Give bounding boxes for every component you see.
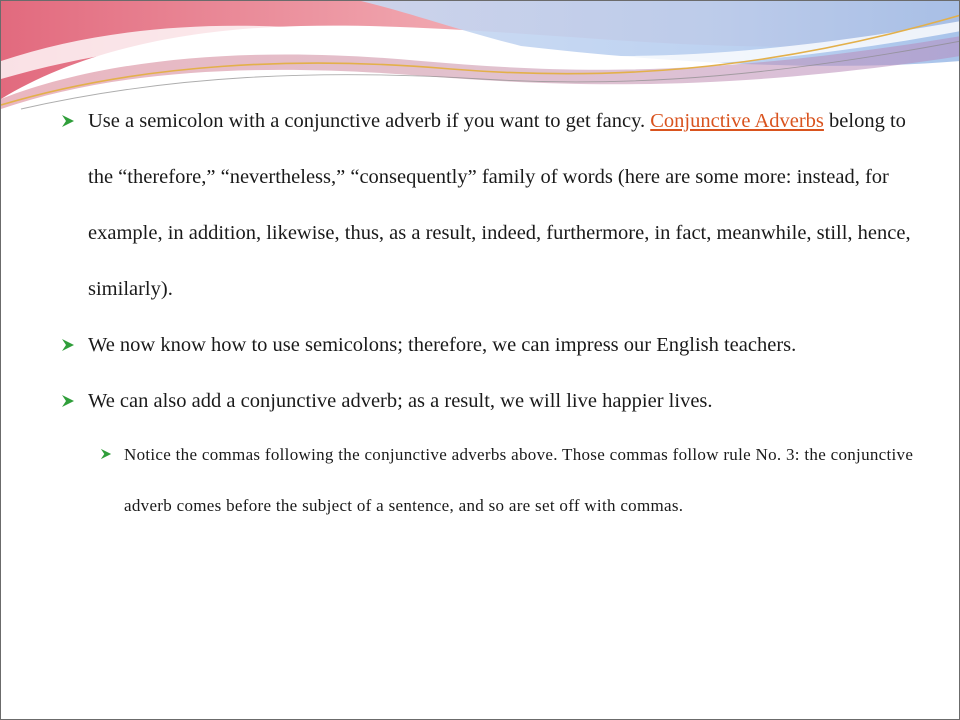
bullet-semicolon-example: [61, 317, 921, 373]
bullet-conjunctive-adverb-example: [61, 373, 921, 429]
bullet-semicolon-conjunctive-adverb: [61, 93, 921, 317]
green-arrow-bullet-icon: [61, 338, 75, 352]
slide-content: [61, 93, 921, 531]
bullet-text: We now know how to use semicolons; therefore, we can impress our English teachers.: [88, 334, 797, 356]
green-arrow-bullet-icon: [61, 114, 75, 128]
green-arrow-bullet-icon: [100, 448, 112, 460]
bullet-text-continued: belong to the “therefore,” “nevertheless,” “consequently” family of words (here are some more: instead, for example, in addition, likewise, thus, as a result, indeed, furthermore, in fact, meanwhile, still, hence, similarly).: [88, 110, 911, 300]
sub-bullet-text: Notice the commas following the conjunctive adverbs above. Those commas follow rule No. 3: the conjunctive adverb comes before the subject of a sentence, and so are set off with commas.: [124, 445, 914, 515]
conjunctive-adverbs-link[interactable]: Conjunctive Adverbs: [650, 110, 824, 132]
bullet-text: Use a semicolon with a conjunctive adverb if you want to get fancy.: [88, 110, 651, 132]
sub-bullet-comma-rule: [100, 429, 921, 531]
green-arrow-bullet-icon: [61, 394, 75, 408]
bullet-text: We can also add a conjunctive adverb; as a result, we will live happier lives.: [88, 390, 713, 412]
